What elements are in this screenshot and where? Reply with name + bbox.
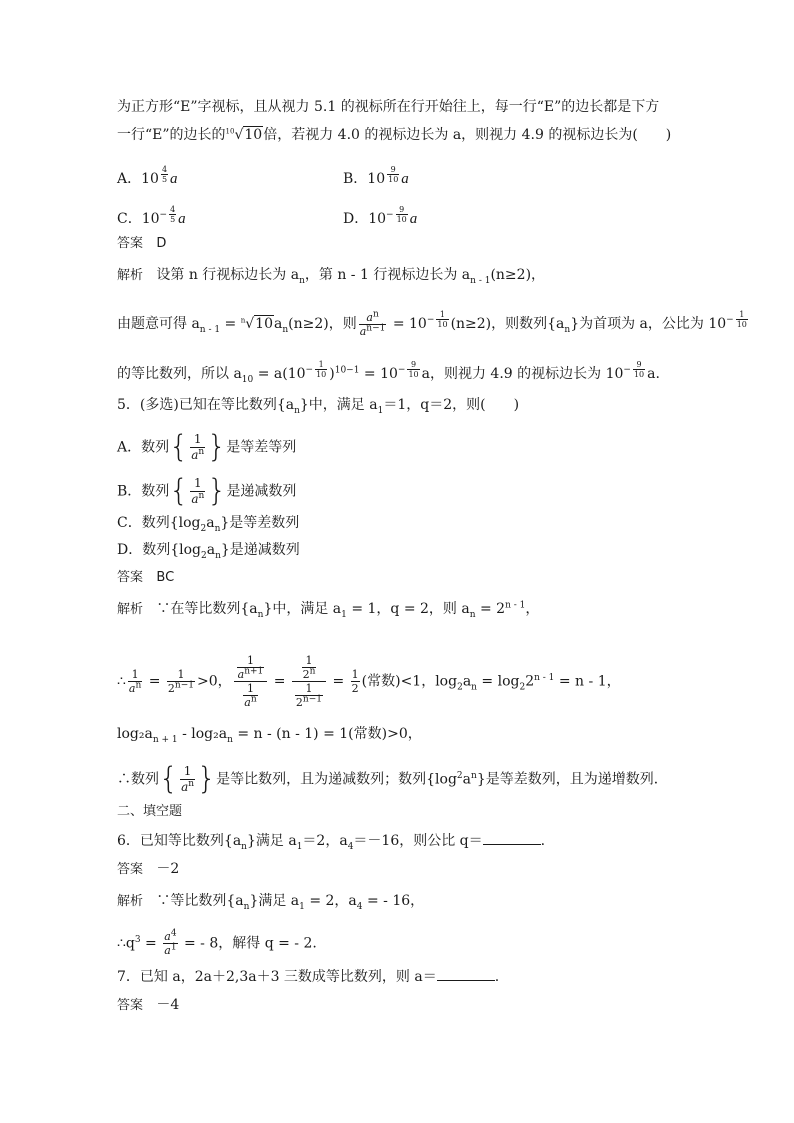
p5-analysis-text: ， bbox=[525, 601, 540, 617]
p6-analysis-text: ∴q bbox=[117, 935, 135, 952]
answer-value: D bbox=[156, 236, 167, 251]
p5-analysis-text: = 1，q = 2，则 a bbox=[346, 601, 470, 617]
p4-analysis-text: (n≥2)， bbox=[490, 267, 546, 283]
p5-analysis-line4: ∴数列{ $\frac{1}{a^n}$ }是等比数列，且为递减数列；数列$\{\log^2a^n\}$是等差数列，且为递增数列． bbox=[117, 761, 668, 797]
p6-analysis-text: = 2，a bbox=[304, 893, 357, 909]
p5-opt-text: }是等差数列 bbox=[220, 515, 300, 531]
answer-value: －4 bbox=[156, 997, 180, 1013]
p5-option-d: D．数列$\{\log_2a_n\}$是递减数列 bbox=[117, 542, 300, 561]
option-a-label: A．10 bbox=[117, 171, 159, 187]
p5-opt-text: D．数列{log bbox=[117, 542, 201, 558]
p6-answer bbox=[117, 860, 179, 879]
p7-stem bbox=[117, 968, 499, 986]
p4-analysis-line2: 由题意可得 $a_{n - 1} = ^n√10a_n(n\ge 2)$，则 $\frac{a^n}{a^{n-1}}$ = 10− $\frac{1}{10}$ (n≥2)，则数列$\{a_n\}$为首项为 a，公比为 10− $\frac{1}{10}$ bbox=[117, 308, 747, 338]
p6-analysis-text: = - 8，解得 q = - 2. bbox=[179, 935, 317, 952]
p6-analysis-line2: $\therefore q^3$ = $\frac{a^4}{a^1}$ = - 8，解得 q = - 2. bbox=[117, 928, 317, 957]
p5-opt-text: B．数列 bbox=[117, 483, 170, 500]
p6-analysis-text: }满足 a bbox=[249, 893, 300, 909]
section-title: 二、填空题 bbox=[117, 804, 183, 819]
p5-analysis-text: 是等比数列，且为递减数列；数列{log bbox=[216, 771, 457, 788]
p4-option-d bbox=[343, 205, 417, 228]
p6-analysis-text: = - 16， bbox=[362, 893, 425, 909]
p6-stem-text: ＝2，a bbox=[302, 833, 348, 849]
p4-analysis-line3: 的等比数列，所以 $a_{10} = a(10-$ $\frac{1}{10}$ )$^{10-1}$ = 10− $\frac{9}{10}$ a，则视力 4.9 的视标边长为 10− $\frac{9}{10}$ a. bbox=[117, 360, 660, 385]
answer-value: BC bbox=[156, 570, 175, 585]
p5-analysis-text: = n - (n - 1) = 1(常数)>0， bbox=[232, 726, 422, 742]
exp-sign: − bbox=[386, 210, 394, 220]
p4-analysis-text: (n≥2)，则 bbox=[288, 316, 357, 332]
p6-analysis-line1: 解析 ∵等比数列$\{a_n\}$满足 $a_1 = 2$，$a_4$ = - 16， bbox=[117, 893, 425, 912]
p4-option-c bbox=[117, 205, 186, 228]
p6-stem-text: 6．已知等比数列{a bbox=[117, 833, 242, 849]
p5-analysis-text: = bbox=[269, 673, 290, 690]
p5-analysis-text: log₂a bbox=[117, 726, 153, 742]
p4-analysis-text: = bbox=[220, 316, 241, 332]
p5-option-c: C．数列$\{\log_2a_n\}$是等差数列 bbox=[117, 515, 300, 534]
p5-stem-text: ＝1，q＝2，则( ) bbox=[383, 397, 520, 413]
p5-analysis-text: (常数)<1，log bbox=[361, 673, 458, 690]
option-b-label: B．10 bbox=[343, 171, 386, 187]
var-a: a bbox=[178, 211, 186, 227]
exp-num: 9 bbox=[396, 205, 408, 215]
p4-analysis-text: (n≥2)，则数列{a bbox=[450, 316, 565, 332]
p5-analysis-text: a bbox=[462, 771, 472, 788]
p5-analysis-text: ∴ bbox=[117, 673, 126, 690]
option-d-label: D．10 bbox=[343, 211, 387, 227]
p4-analysis-text: 的等比数列，所以 a bbox=[117, 366, 242, 382]
p6-analysis-text: ∵等比数列{a bbox=[156, 893, 244, 909]
p5-analysis-text: = n - 1， bbox=[554, 673, 621, 690]
p5-opt-text: a bbox=[206, 542, 216, 558]
p4-analysis-text: ，第 n - 1 行视标边长为 a bbox=[304, 267, 471, 283]
p7-stem-text: 7．已知 a，2a＋2,3a＋3 三数成等比数列，则 a＝ bbox=[117, 969, 437, 985]
p4-option-b bbox=[343, 165, 409, 188]
analysis-label: 解析 bbox=[117, 268, 144, 283]
p4-analysis-text: 由题意可得 a bbox=[117, 316, 200, 332]
p5-stem-text: }中，满足 a bbox=[299, 397, 378, 413]
p4-analysis-text: = 10 bbox=[359, 366, 398, 382]
p5-analysis-text: ∵在等比数列{a bbox=[156, 601, 258, 617]
p7-answer bbox=[117, 996, 179, 1015]
var-a: a bbox=[409, 211, 418, 227]
exp-den: 10 bbox=[388, 175, 399, 184]
p5-analysis-line3: $\log_2a_{n + 1} - \log_2a_n = n - (n - 1) = 1$(常数)>0， bbox=[117, 726, 422, 745]
answer-label: 答案 bbox=[117, 862, 144, 877]
p5-analysis-text: = bbox=[144, 673, 165, 690]
p5-analysis-text: - log₂a bbox=[177, 726, 228, 742]
p4-analysis-text: a. bbox=[647, 366, 660, 382]
var-a: a bbox=[170, 171, 178, 187]
p5-analysis-text: = bbox=[328, 673, 349, 690]
exp-den: 5 bbox=[170, 215, 176, 224]
option-c-label: C．10 bbox=[117, 211, 160, 227]
p4-analysis-line1: 解析 设第 n 行视标边长为 $a_n$，第 n - 1 行视标边长为 $a_{n - 1}(n\ge 2)$， bbox=[117, 267, 546, 286]
exp-num: 4 bbox=[161, 165, 168, 174]
p4-answer bbox=[117, 234, 166, 253]
p6-stem-text: }满足 a bbox=[246, 833, 297, 849]
p5-stem-text: 5．(多选)已知在等比数列{a bbox=[117, 397, 295, 413]
p5-opt-text: 是递减数列 bbox=[226, 483, 297, 500]
p5-analysis-line1: 解析 ∵在等比数列$\{a_n\}$中，满足 $a_1 = 1$，q = 2，则 $a_n = 2^{n - 1}$， bbox=[117, 600, 540, 620]
p5-opt-text: C．数列{log bbox=[117, 515, 201, 531]
p5-analysis-text: a bbox=[462, 673, 472, 690]
root-index: 10 bbox=[225, 127, 235, 136]
exp-sign: − bbox=[159, 210, 168, 220]
p6-analysis-text: = bbox=[140, 935, 162, 952]
p6-stem-text: . bbox=[540, 833, 546, 849]
p4-analysis-text: 设第 n 行视标边长为 a bbox=[156, 267, 300, 283]
p5-stem: 5．(多选)已知在等比数列$\{a_n\}$中，满足 $a_1=1$，q＝2，则( ) bbox=[117, 397, 520, 416]
p4-analysis-text: }为首项为 a，公比为 10 bbox=[570, 316, 727, 332]
p5-answer bbox=[117, 568, 174, 587]
answer-value: －2 bbox=[156, 861, 180, 877]
p5-opt-text: A．数列 bbox=[117, 439, 170, 456]
p4-stem-line2: 一行“E”的边长的$^{10}$√10倍，若视力 4.0 的视标边长为 a，则视力 4.9 的视标边长为( ) bbox=[117, 127, 672, 143]
p4-analysis-text: a bbox=[274, 316, 283, 332]
p6-stem-text: ＝－16，则公比 q＝ bbox=[353, 833, 483, 849]
p5-option-b: B．数列{ $\frac{1}{a^n}$ }是递减数列 bbox=[117, 473, 297, 509]
answer-label: 答案 bbox=[117, 236, 144, 251]
p7-stem-text: . bbox=[494, 969, 500, 985]
p4-option-a bbox=[117, 165, 178, 188]
p5-analysis-text: = log bbox=[476, 673, 520, 690]
answer-blank[interactable] bbox=[437, 968, 495, 981]
exp-den: 5 bbox=[161, 175, 168, 184]
p5-analysis-text: 2 bbox=[525, 673, 535, 690]
p6-stem: 6．已知等比数列$\{a_n\}$满足 $a_1=2$，$a_4=-16$，则公比 q＝ . bbox=[117, 833, 546, 852]
analysis-label: 解析 bbox=[117, 894, 144, 909]
var-a: a bbox=[401, 171, 409, 187]
p4-stem-text1: 为正方形“E”字视标，且从视力 5.1 的视标所在行开始往上，每一行“E”的边长都是下方 bbox=[117, 99, 660, 115]
p4-stem-text2a: 一行“E”的边长的 bbox=[117, 127, 226, 143]
p4-analysis-text: = a(10 bbox=[253, 366, 306, 382]
answer-label: 答案 bbox=[117, 998, 144, 1013]
p5-analysis-text: ∴数列 bbox=[117, 771, 159, 788]
p5-analysis-text: }中，满足 a bbox=[263, 601, 342, 617]
p5-analysis-text: = 2 bbox=[475, 601, 506, 617]
p5-opt-text: a bbox=[206, 515, 215, 531]
p5-option-a: A．数列{ $\frac{1}{a^n}$ }是等差等列 bbox=[117, 429, 297, 465]
p5-opt-text: }是递减数列 bbox=[220, 542, 300, 558]
p4-analysis-text: = 10 bbox=[388, 316, 427, 332]
exp-den: 10 bbox=[396, 215, 407, 224]
p5-analysis-text: >0， bbox=[197, 673, 232, 690]
p5-analysis-line2: ∴ $\frac{1}{a^n}$ = $\frac{1}{2^{n-1}}$ >0， $\frac{\frac{1}{a^{n+1}}}{\frac{1}{a^n}}$ = $\frac{\frac{1}{2^n}}{\frac{1}{2^{n-1}}}$ = $\frac{1}{2}$ (常数)<1，$\log_2a_n = \log_22^{n - 1} = n - 1$， bbox=[117, 654, 621, 709]
exp-num: 9 bbox=[387, 165, 399, 175]
root-radicand: 10 bbox=[244, 127, 263, 143]
answer-blank[interactable] bbox=[483, 832, 541, 845]
p5-analysis-text: }是等差数列，且为递增数列． bbox=[476, 771, 668, 788]
p5-opt-text: 是等差等列 bbox=[226, 439, 297, 456]
analysis-label: 解析 bbox=[117, 602, 144, 617]
p4-stem-line1 bbox=[117, 98, 659, 116]
p4-stem-text2b: 倍，若视力 4.0 的视标边长为 a，则视力 4.9 的视标边长为( ) bbox=[263, 127, 672, 143]
p4-analysis-text: a，则视力 4.9 的视标边长为 10 bbox=[421, 366, 624, 382]
answer-label: 答案 bbox=[117, 570, 144, 585]
exp-num: 4 bbox=[170, 205, 176, 214]
